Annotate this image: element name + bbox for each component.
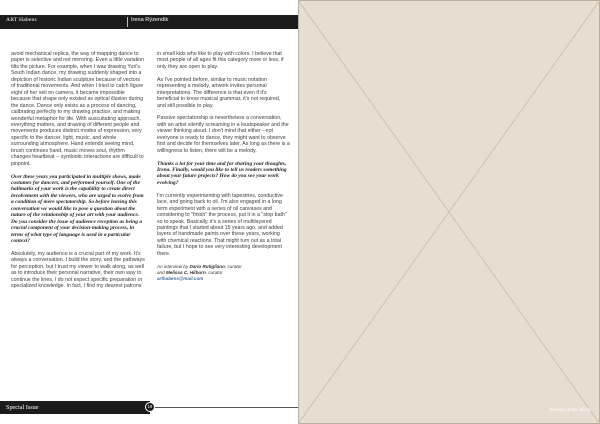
interviewer-name: Melissa C. Hilborn [165,270,206,276]
credit-conjunction: and [157,270,165,276]
left-text-column [11,51,145,296]
interview-answer: Absolutely, my audience is a crucial part of my work. It's always a conversation. I build the story, and the pathways for perception, but I trust my viewer to walk along, as well as to introduce their personal narrative, their own way to continue the lines. I do not expect specific preparation or specialized knowledge. In fact, I find my dearest patrons [11,250,145,290]
artwork-caption: Dwelling in the Infinity [549,407,591,412]
right-text-column [157,51,290,283]
interviewer-role: , curator [205,270,223,276]
artwork-placeholder [298,0,600,424]
interviewer-role: , curator [224,263,242,269]
header-artist: Irena Rýzendik [131,16,169,23]
interview-answer: I'm currently experimenting with tapestries, conductive lace, and going back to oil. I'm also engaged in a long term experiment with a series of oil canvases and considering to "finish" the process, put it in a "stop bath" so to speak. Basically, it's a series of multilayered paintings that I started about 15 years ago, and added layers of handmade paints over these years, working with chemical reactions. That might turn out as a total failure, but I hope to see very interesting development there. [157,192,287,257]
right-paragraph: As I've pointed before, similar to music notation representing a melody, artwork invites personal interpretations. The difference is that even if it's beneficial to know musical grammar, it's not required, and still possible to play. [157,76,281,109]
interviewer-name: Dario Rutigliano [189,263,225,269]
header-bar [0,15,298,29]
header-divider [127,17,128,27]
interview-question: Thanks a lot for your time and for sharing your thoughts, Irena. Finally, would you like to tell us readers something about your future projects? How do you see your work evolving? [157,160,287,186]
interview-credit [157,264,290,283]
contact-email-link[interactable]: arthabens@mail.com [157,276,204,282]
header-section: ART Habens [6,17,37,23]
left-paragraph: avoid mechanical replica, the way of mapping dance to paper is selective and not mirroring. Even a little variation tilts the picture. For example, when I was drawing Yuri's South Indian dance, my drawing suddenly shaped into a depiction of historic Indian sculpture because of vectors of traditional movements. And when I tried to catch figure eight of her veil on camera, it became impossible because that shape only existed as optical illusion during the dance. Dance only exists as a process of dancing, calibrating perfectly to my drawing practice, and making wonderful metaphor for life. With auscultating approach, everything matters, and drawing of different people and movements produces distinct modes of expression, very specific to the dancer, light, music, and whole surrounding atmosphere. Hand extends seeing mind, brush continues hand, music moves soul, rhythm changes heartbeat -- symbiotic interactions are difficult to pinpoint. [11,51,145,167]
right-paragraph: Passive spectatorship is nevertheless a conversation, with an artist silently screaming in a loudspeaker and the viewer thinking aloud. I don't mind that either --not everyone is ready to dance, they might want to observe first and decide for themselves later. As long as there is a willingness to listen, there will be a melody. [157,115,290,154]
footer-label: Special Issue [6,403,39,411]
footer-bar [0,401,150,414]
artwork-image [298,0,600,424]
credit-prefix: An interview by [157,263,189,269]
footer-rule [150,407,298,408]
interview-question: Over these years you participated in multiple shows, made costumes for dancers, and performed yourself. One of the hallmarks of your work is the capability to create direct involvement with the viewers, who are urged to evolve from a condition of mere spectatorship. So before leaving this conversation we would like to pose a question about the nature of the relationship of your art with your audience. Do you consider the issue of audience reception as being a crucial component of your decision-making process, in terms of what type of language is used in a particular context? [11,173,144,245]
page-number: 19 [145,402,155,412]
right-paragraph: in small kids who like to play with colors. I believe that most people of all ages fit this category more or less, if only they are open to play. [157,51,284,70]
